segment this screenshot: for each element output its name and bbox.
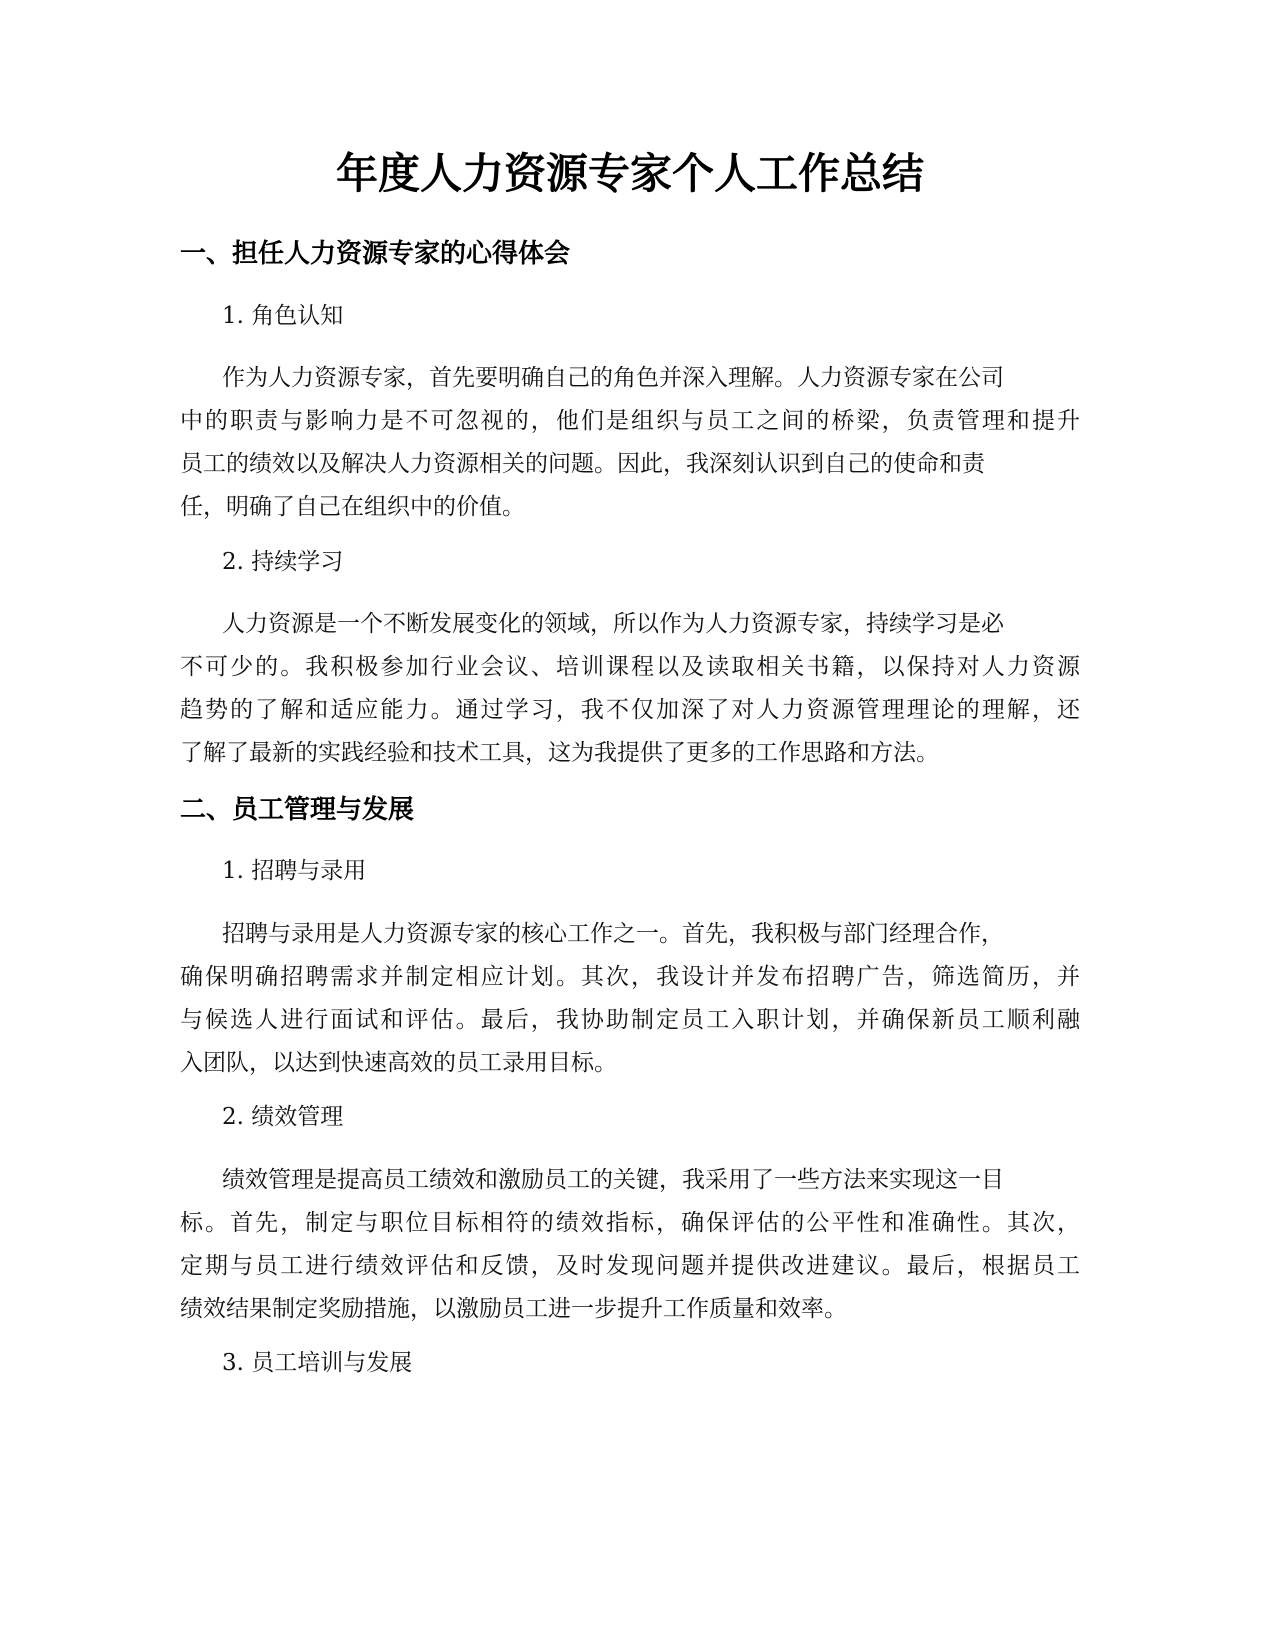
paragraph-line: 人力资源是一个不断发展变化的领域，所以作为人力资源专家，持续学习是必 (222, 611, 1004, 637)
subheading-1-1: 1. 角色认知 (222, 303, 344, 329)
paragraph-2-1 (180, 913, 1080, 1085)
paragraph-line: 确保明确招聘需求并制定相应计划。其次，我设计并发布招聘广告，筛选简历，并 (180, 964, 1080, 990)
paragraph-line: 了解了最新的实践经验和技术工具，这为我提供了更多的工作思路和方法。 (180, 740, 939, 766)
paragraph-line: 任，明确了自己在组织中的价值。 (180, 494, 525, 520)
paragraph-line: 趋势的了解和适应能力。通过学习，我不仅加深了对人力资源管理理论的理解，还 (180, 697, 1080, 723)
paragraph-line: 标。首先，制定与职位目标相符的绩效指标，确保评估的公平性和准确性。其次， (180, 1210, 1080, 1236)
section-heading-2: 二、员工管理与发展 (180, 795, 415, 825)
paragraph-line: 定期与员工进行绩效评估和反馈，及时发现问题并提供改进建议。最后，根据员工 (180, 1253, 1080, 1279)
paragraph-1-1 (180, 357, 1080, 529)
paragraph-line: 入团队，以达到快速高效的员工录用目标。 (180, 1050, 617, 1076)
paragraph-line: 绩效管理是提高员工绩效和激励员工的关键，我采用了一些方法来实现这一目 (222, 1167, 1004, 1193)
paragraph-1-2 (180, 603, 1080, 775)
subheading-1-2: 2. 持续学习 (222, 549, 344, 575)
section-heading-1: 一、担任人力资源专家的心得体会 (180, 239, 571, 269)
paragraph-line: 作为人力资源专家，首先要明确自己的角色并深入理解。人力资源专家在公司 (222, 365, 1004, 391)
subheading-2-2: 2. 绩效管理 (222, 1104, 344, 1130)
document-title: 年度人力资源专家个人工作总结 (335, 149, 924, 198)
paragraph-2-2 (180, 1159, 1080, 1331)
paragraph-line: 员工的绩效以及解决人力资源相关的问题。因此，我深刻认识到自己的使命和责 (180, 451, 985, 477)
paragraph-line: 中的职责与影响力是不可忽视的，他们是组织与员工之间的桥梁，负责管理和提升 (180, 408, 1080, 434)
paragraph-line: 绩效结果制定奖励措施，以激励员工进一步提升工作质量和效率。 (180, 1296, 847, 1322)
subheading-2-1: 1. 招聘与录用 (222, 858, 367, 884)
paragraph-line: 招聘与录用是人力资源专家的核心工作之一。首先，我积极与部门经理合作， (222, 921, 1004, 947)
subheading-2-3: 3. 员工培训与发展 (222, 1350, 413, 1376)
paragraph-line: 不可少的。我积极参加行业会议、培训课程以及读取相关书籍，以保持对人力资源 (180, 654, 1080, 680)
paragraph-line: 与候选人进行面试和评估。最后，我协助制定员工入职计划，并确保新员工顺利融 (180, 1007, 1080, 1033)
